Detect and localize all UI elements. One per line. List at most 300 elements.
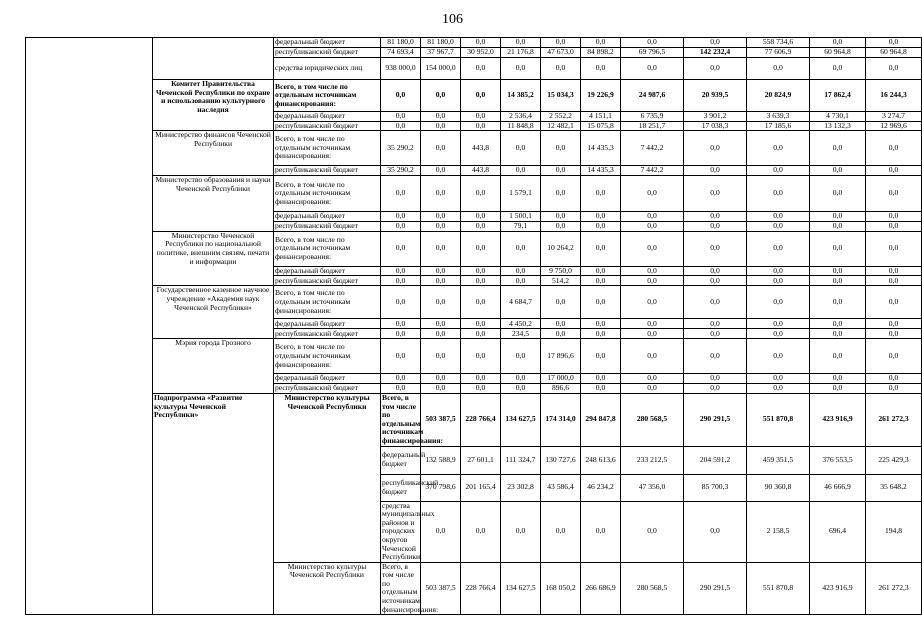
amount-cell: 0,0 bbox=[684, 221, 747, 231]
amount-cell: 503 387,5 bbox=[421, 562, 461, 615]
amount-cell: 0,0 bbox=[461, 231, 501, 266]
amount-cell: 0,0 bbox=[581, 374, 621, 384]
amount-cell: 0,0 bbox=[381, 339, 421, 374]
amount-cell: 77 606,9 bbox=[747, 48, 810, 58]
amount-cell: 0,0 bbox=[866, 319, 922, 329]
amount-cell: 69 796,5 bbox=[621, 48, 684, 58]
amount-cell: 0,0 bbox=[621, 329, 684, 339]
amount-cell: 0,0 bbox=[621, 374, 684, 384]
amount-cell: 134 627,5 bbox=[501, 393, 541, 446]
amount-cell: 19 226,9 bbox=[581, 80, 621, 112]
amount-cell: 0,0 bbox=[684, 383, 747, 393]
amount-cell: 0,0 bbox=[866, 286, 922, 319]
funding-source-cell: республиканский бюджет bbox=[274, 276, 381, 286]
table-row bbox=[26, 339, 922, 374]
amount-cell: 0,0 bbox=[421, 212, 461, 222]
amount-cell: 0,0 bbox=[810, 319, 866, 329]
amount-cell: 0,0 bbox=[501, 383, 541, 393]
amount-cell: 3 274,7 bbox=[866, 112, 922, 122]
amount-cell: 0,0 bbox=[541, 501, 581, 562]
amount-cell: 0,0 bbox=[684, 131, 747, 166]
amount-cell: 514,2 bbox=[541, 276, 581, 286]
funding-source-cell: Всего, в том числе по отдельным источникам финансирования: bbox=[274, 176, 381, 212]
amount-cell: 0,0 bbox=[381, 231, 421, 266]
amount-cell: 0,0 bbox=[866, 374, 922, 384]
amount-cell: 0,0 bbox=[684, 58, 747, 80]
amount-cell: 0,0 bbox=[381, 176, 421, 212]
amount-cell: 0,0 bbox=[421, 383, 461, 393]
amount-cell: 0,0 bbox=[684, 319, 747, 329]
amount-cell: 21 176,8 bbox=[501, 48, 541, 58]
amount-cell: 0,0 bbox=[810, 212, 866, 222]
amount-cell: 0,0 bbox=[421, 286, 461, 319]
amount-cell: 0,0 bbox=[461, 121, 501, 131]
amount-cell: 0,0 bbox=[810, 231, 866, 266]
amount-cell: 0,0 bbox=[866, 383, 922, 393]
amount-cell: 0,0 bbox=[866, 166, 922, 176]
amount-cell: 154 000,0 bbox=[421, 58, 461, 80]
amount-cell: 2 552,2 bbox=[541, 112, 581, 122]
amount-cell: 12 969,6 bbox=[866, 121, 922, 131]
amount-cell: 13 132,3 bbox=[810, 121, 866, 131]
amount-cell: 24 987,6 bbox=[621, 80, 684, 112]
amount-cell: 0,0 bbox=[501, 131, 541, 166]
amount-cell: 60 964,8 bbox=[866, 48, 922, 58]
amount-cell: 35 290,2 bbox=[381, 166, 421, 176]
amount-cell: 0,0 bbox=[747, 176, 810, 212]
amount-cell: 0,0 bbox=[421, 329, 461, 339]
amount-cell: 37 967,7 bbox=[421, 48, 461, 58]
funding-source-cell: Всего, в том числе по отдельным источникам финансирования: bbox=[274, 80, 381, 112]
amount-cell: 0,0 bbox=[541, 319, 581, 329]
amount-cell: 0,0 bbox=[621, 212, 684, 222]
amount-cell: 7 442,2 bbox=[621, 166, 684, 176]
page-number: 106 bbox=[442, 12, 463, 27]
amount-cell: 0,0 bbox=[541, 166, 581, 176]
amount-cell: 0,0 bbox=[621, 58, 684, 80]
amount-cell: 0,0 bbox=[621, 38, 684, 48]
amount-cell: 0,0 bbox=[421, 176, 461, 212]
executor-cell: Министерство культуры Чеченской Республики bbox=[274, 393, 381, 562]
executor-cell: Государственное казенное научное учреждение «Академия наук Чеченской Республики» bbox=[153, 286, 274, 339]
amount-cell: 0,0 bbox=[541, 221, 581, 231]
amount-cell: 20 824,9 bbox=[747, 80, 810, 112]
amount-cell: 0,0 bbox=[621, 176, 684, 212]
amount-cell: 194,8 bbox=[866, 501, 922, 562]
amount-cell: 3 639,3 bbox=[747, 112, 810, 122]
amount-cell: 43 586,4 bbox=[541, 474, 581, 501]
amount-cell: 261 272,3 bbox=[866, 393, 922, 446]
amount-cell: 11 848,8 bbox=[501, 121, 541, 131]
amount-cell: 896,6 bbox=[541, 383, 581, 393]
amount-cell: 0,0 bbox=[581, 286, 621, 319]
amount-cell: 79,1 bbox=[501, 221, 541, 231]
amount-cell: 0,0 bbox=[461, 80, 501, 112]
amount-cell: 0,0 bbox=[461, 58, 501, 80]
amount-cell: 0,0 bbox=[747, 131, 810, 166]
amount-cell: 0,0 bbox=[684, 176, 747, 212]
amount-cell: 0,0 bbox=[684, 212, 747, 222]
amount-cell: 0,0 bbox=[461, 319, 501, 329]
budget-table bbox=[25, 37, 922, 615]
table-row bbox=[26, 393, 922, 446]
amount-cell: 0,0 bbox=[810, 286, 866, 319]
amount-cell: 142 232,4 bbox=[684, 48, 747, 58]
amount-cell: 0,0 bbox=[541, 212, 581, 222]
amount-cell: 0,0 bbox=[501, 58, 541, 80]
amount-cell: 14 435,3 bbox=[581, 166, 621, 176]
amount-cell: 0,0 bbox=[461, 266, 501, 276]
amount-cell: 0,0 bbox=[421, 166, 461, 176]
amount-cell: 0,0 bbox=[581, 212, 621, 222]
amount-cell: 35 290,2 bbox=[381, 131, 421, 166]
amount-cell: 0,0 bbox=[381, 319, 421, 329]
amount-cell: 0,0 bbox=[501, 374, 541, 384]
amount-cell: 0,0 bbox=[381, 329, 421, 339]
funding-source-cell: Всего, в том числе по отдельным источникам финансирования: bbox=[382, 392, 444, 445]
amount-cell: 0,0 bbox=[381, 374, 421, 384]
amount-cell: 0,0 bbox=[621, 221, 684, 231]
amount-cell: 443,8 bbox=[461, 166, 501, 176]
amount-cell: 0,0 bbox=[810, 339, 866, 374]
table-row bbox=[26, 286, 922, 319]
amount-cell: 0,0 bbox=[581, 231, 621, 266]
amount-cell: 0,0 bbox=[421, 374, 461, 384]
amount-cell: 0,0 bbox=[581, 339, 621, 374]
subprogram-cell: Подпрограмма «Развитие культуры Чеченской Республики» bbox=[153, 393, 274, 614]
amount-cell: 0,0 bbox=[621, 286, 684, 319]
amount-cell: 0,0 bbox=[810, 38, 866, 48]
amount-cell: 0,0 bbox=[581, 221, 621, 231]
amount-cell: 0,0 bbox=[866, 266, 922, 276]
amount-cell: 0,0 bbox=[866, 231, 922, 266]
amount-cell: 0,0 bbox=[581, 319, 621, 329]
amount-cell: 168 050,2 bbox=[541, 562, 581, 615]
amount-cell: 503 387,5 bbox=[421, 393, 461, 446]
amount-cell: 0,0 bbox=[581, 176, 621, 212]
amount-cell: 0,0 bbox=[621, 383, 684, 393]
amount-cell: 0,0 bbox=[381, 212, 421, 222]
funding-source-cell: Всего, в том числе по отдельным источникам финансирования: bbox=[382, 561, 439, 614]
amount-cell: 0,0 bbox=[866, 221, 922, 231]
amount-cell: 15 075,8 bbox=[581, 121, 621, 131]
amount-cell: 0,0 bbox=[747, 319, 810, 329]
amount-cell: 290 291,5 bbox=[684, 562, 747, 615]
amount-cell: 132 588,9 bbox=[421, 446, 461, 474]
amount-cell: 18 251,7 bbox=[621, 121, 684, 131]
amount-cell: 0,0 bbox=[381, 221, 421, 231]
amount-cell: 0,0 bbox=[621, 231, 684, 266]
funding-source-cell: федеральный бюджет bbox=[274, 266, 381, 276]
amount-cell: 0,0 bbox=[810, 131, 866, 166]
amount-cell: 0,0 bbox=[810, 266, 866, 276]
amount-cell: 17 000,0 bbox=[541, 374, 581, 384]
amount-cell: 696,4 bbox=[810, 501, 866, 562]
funding-source-cell: Всего, в том числе по отдельным источникам финансирования: bbox=[274, 286, 381, 319]
funding-source-cell: республиканский бюджет bbox=[274, 48, 381, 58]
amount-cell: 376 553,5 bbox=[810, 446, 866, 474]
amount-cell: 0,0 bbox=[747, 212, 810, 222]
amount-cell: 551 870,8 bbox=[747, 562, 810, 615]
amount-cell: 0,0 bbox=[747, 231, 810, 266]
amount-cell: 228 766,4 bbox=[461, 562, 501, 615]
amount-cell: 0,0 bbox=[421, 112, 461, 122]
funding-source-cell: Всего, в том числе по отдельным источникам финансирования: bbox=[274, 131, 381, 166]
funding-source-cell: республиканский бюджет bbox=[274, 221, 381, 231]
amount-cell: 0,0 bbox=[684, 329, 747, 339]
amount-cell: 551 870,8 bbox=[747, 393, 810, 446]
table-row bbox=[26, 38, 922, 48]
amount-cell: 0,0 bbox=[581, 501, 621, 562]
amount-cell: 60 964,8 bbox=[810, 48, 866, 58]
executor-cell: Министерство образования и науки Чеченской Республики bbox=[153, 176, 274, 232]
amount-cell: 0,0 bbox=[421, 121, 461, 131]
amount-cell: 111 324,7 bbox=[501, 446, 541, 474]
amount-cell: 0,0 bbox=[461, 212, 501, 222]
amount-cell: 0,0 bbox=[810, 329, 866, 339]
amount-cell: 0,0 bbox=[810, 176, 866, 212]
amount-cell: 17 038,3 bbox=[684, 121, 747, 131]
amount-cell: 12 482,1 bbox=[541, 121, 581, 131]
amount-cell: 35 648,2 bbox=[866, 474, 922, 501]
executor-cell: Комитет Правительства Чеченской Республики по охране и использованию культурного наследия bbox=[153, 80, 274, 131]
amount-cell: 0,0 bbox=[866, 339, 922, 374]
funding-source-cell: федеральный бюджет bbox=[274, 319, 381, 329]
amount-cell: 0,0 bbox=[866, 131, 922, 166]
amount-cell: 0,0 bbox=[501, 501, 541, 562]
amount-cell: 0,0 bbox=[621, 319, 684, 329]
amount-cell: 47 673,0 bbox=[541, 48, 581, 58]
amount-cell: 46 666,9 bbox=[810, 474, 866, 501]
amount-cell: 0,0 bbox=[747, 58, 810, 80]
amount-cell: 0,0 bbox=[541, 176, 581, 212]
amount-cell: 30 952,0 bbox=[461, 48, 501, 58]
amount-cell: 46 234,2 bbox=[581, 474, 621, 501]
amount-cell: 0,0 bbox=[461, 329, 501, 339]
amount-cell: 201 165,4 bbox=[461, 474, 501, 501]
table-row bbox=[26, 231, 922, 266]
amount-cell: 423 916,9 bbox=[810, 562, 866, 615]
amount-cell: 90 360,8 bbox=[747, 474, 810, 501]
amount-cell: 370 798,6 bbox=[421, 474, 461, 501]
amount-cell: 0,0 bbox=[810, 221, 866, 231]
amount-cell: 0,0 bbox=[747, 329, 810, 339]
executor-cell: Министерство культуры Чеченской Республики bbox=[274, 562, 381, 615]
amount-cell: 23 302,8 bbox=[501, 474, 541, 501]
amount-cell: 0,0 bbox=[461, 383, 501, 393]
amount-cell: 1 579,1 bbox=[501, 176, 541, 212]
funding-source-cell: республиканский бюджет bbox=[274, 329, 381, 339]
amount-cell: 0,0 bbox=[541, 286, 581, 319]
funding-source-cell: Всего, в том числе по отдельным источникам финансирования: bbox=[274, 231, 381, 266]
table-row bbox=[26, 131, 922, 166]
amount-cell: 0,0 bbox=[421, 276, 461, 286]
amount-cell: 4 684,7 bbox=[501, 286, 541, 319]
amount-cell: 47 356,0 bbox=[621, 474, 684, 501]
amount-cell: 0,0 bbox=[421, 339, 461, 374]
amount-cell: 0,0 bbox=[747, 286, 810, 319]
amount-cell: 0,0 bbox=[501, 339, 541, 374]
amount-cell: 0,0 bbox=[541, 329, 581, 339]
amount-cell: 0,0 bbox=[866, 329, 922, 339]
funding-source-cell: федеральный бюджет bbox=[274, 374, 381, 384]
amount-cell: 228 766,4 bbox=[461, 393, 501, 446]
amount-cell: 0,0 bbox=[581, 276, 621, 286]
amount-cell: 459 351,5 bbox=[747, 446, 810, 474]
funding-source-cell: федеральный бюджет bbox=[274, 212, 381, 222]
amount-cell: 16 244,3 bbox=[866, 80, 922, 112]
funding-source-cell: федеральный бюджет bbox=[381, 446, 421, 474]
amount-cell: 0,0 bbox=[581, 383, 621, 393]
amount-cell: 0,0 bbox=[381, 121, 421, 131]
funding-source-cell: республиканский бюджет bbox=[381, 474, 421, 501]
amount-cell: 0,0 bbox=[421, 266, 461, 276]
amount-cell: 0,0 bbox=[461, 501, 501, 562]
amount-cell: 27 601,1 bbox=[461, 446, 501, 474]
amount-cell: 0,0 bbox=[461, 38, 501, 48]
amount-cell: 0,0 bbox=[684, 339, 747, 374]
executor-cell: Министерство финансов Чеченской Республики bbox=[153, 131, 274, 176]
amount-cell: 0,0 bbox=[747, 339, 810, 374]
amount-cell: 233 212,5 bbox=[621, 446, 684, 474]
amount-cell: 0,0 bbox=[810, 276, 866, 286]
amount-cell: 0,0 bbox=[747, 276, 810, 286]
amount-cell: 4 151,1 bbox=[581, 112, 621, 122]
executor-cell: Министерство Чеченской Республики по национальной политике, внешним связям, печати и информации bbox=[153, 231, 274, 286]
amount-cell: 0,0 bbox=[810, 166, 866, 176]
amount-cell: 0,0 bbox=[421, 80, 461, 112]
amount-cell: 0,0 bbox=[684, 38, 747, 48]
amount-cell: 280 568,5 bbox=[621, 393, 684, 446]
funding-source-cell: федеральный бюджет bbox=[274, 38, 381, 48]
amount-cell: 0,0 bbox=[421, 501, 461, 562]
amount-cell: 0,0 bbox=[866, 58, 922, 80]
amount-cell: 938 000,0 bbox=[381, 58, 421, 80]
amount-cell: 261 272,3 bbox=[866, 562, 922, 615]
amount-cell: 0,0 bbox=[461, 176, 501, 212]
amount-cell: 0,0 bbox=[581, 38, 621, 48]
amount-cell: 0,0 bbox=[381, 286, 421, 319]
amount-cell: 0,0 bbox=[684, 374, 747, 384]
funding-source-cell: республиканский бюджет bbox=[274, 121, 381, 131]
amount-cell: 0,0 bbox=[461, 339, 501, 374]
amount-cell: 0,0 bbox=[810, 374, 866, 384]
amount-cell: 280 568,5 bbox=[621, 562, 684, 615]
amount-cell: 6 735,9 bbox=[621, 112, 684, 122]
amount-cell: 0,0 bbox=[621, 339, 684, 374]
funding-source-cell: федеральный бюджет bbox=[274, 112, 381, 122]
amount-cell: 0,0 bbox=[621, 501, 684, 562]
amount-cell: 423 916,9 bbox=[810, 393, 866, 446]
table-row bbox=[26, 80, 922, 112]
amount-cell: 248 613,6 bbox=[581, 446, 621, 474]
amount-cell: 0,0 bbox=[381, 80, 421, 112]
amount-cell: 174 314,0 bbox=[541, 393, 581, 446]
amount-cell: 0,0 bbox=[747, 166, 810, 176]
amount-cell: 0,0 bbox=[501, 276, 541, 286]
amount-cell: 0,0 bbox=[421, 231, 461, 266]
funding-source-cell: Всего, в том числе по отдельным источникам финансирования: bbox=[274, 339, 381, 374]
amount-cell: 294 847,8 bbox=[581, 393, 621, 446]
amount-cell: 84 898,2 bbox=[581, 48, 621, 58]
subprogram-cell bbox=[26, 38, 153, 615]
amount-cell: 0,0 bbox=[501, 38, 541, 48]
executor-cell bbox=[153, 38, 274, 80]
funding-source-cell: республиканский бюджет bbox=[274, 383, 381, 393]
amount-cell: 0,0 bbox=[747, 383, 810, 393]
amount-cell: 15 034,3 bbox=[541, 80, 581, 112]
amount-cell: 443,8 bbox=[461, 131, 501, 166]
funding-source-cell: республиканский бюджет bbox=[274, 166, 381, 176]
amount-cell: 130 727,6 bbox=[541, 446, 581, 474]
amount-cell: 1 500,1 bbox=[501, 212, 541, 222]
amount-cell: 0,0 bbox=[501, 166, 541, 176]
amount-cell: 0,0 bbox=[421, 131, 461, 166]
amount-cell: 0,0 bbox=[810, 383, 866, 393]
amount-cell: 0,0 bbox=[866, 38, 922, 48]
amount-cell: 7 442,2 bbox=[621, 131, 684, 166]
amount-cell: 0,0 bbox=[381, 383, 421, 393]
amount-cell: 2 536,4 bbox=[501, 112, 541, 122]
amount-cell: 0,0 bbox=[461, 286, 501, 319]
amount-cell: 0,0 bbox=[747, 221, 810, 231]
amount-cell: 10 264,2 bbox=[541, 231, 581, 266]
amount-cell: 558 734,6 bbox=[747, 38, 810, 48]
amount-cell: 0,0 bbox=[541, 38, 581, 48]
amount-cell: 4 730,1 bbox=[810, 112, 866, 122]
amount-cell: 0,0 bbox=[381, 276, 421, 286]
amount-cell: 204 591,2 bbox=[684, 446, 747, 474]
amount-cell: 0,0 bbox=[866, 276, 922, 286]
amount-cell: 0,0 bbox=[684, 166, 747, 176]
amount-cell: 0,0 bbox=[684, 276, 747, 286]
amount-cell: 0,0 bbox=[581, 58, 621, 80]
amount-cell: 0,0 bbox=[747, 374, 810, 384]
amount-cell: 17 185,6 bbox=[747, 121, 810, 131]
amount-cell: 17 862,4 bbox=[810, 80, 866, 112]
amount-cell: 0,0 bbox=[684, 266, 747, 276]
amount-cell: 0,0 bbox=[541, 131, 581, 166]
amount-cell: 0,0 bbox=[461, 112, 501, 122]
amount-cell: 17 896,6 bbox=[541, 339, 581, 374]
amount-cell: 0,0 bbox=[621, 276, 684, 286]
amount-cell: 234,5 bbox=[501, 329, 541, 339]
amount-cell: 0,0 bbox=[684, 286, 747, 319]
amount-cell: 0,0 bbox=[747, 266, 810, 276]
amount-cell: 0,0 bbox=[461, 374, 501, 384]
amount-cell: 0,0 bbox=[684, 231, 747, 266]
amount-cell: 0,0 bbox=[421, 319, 461, 329]
amount-cell: 0,0 bbox=[381, 266, 421, 276]
amount-cell: 9 750,0 bbox=[541, 266, 581, 276]
funding-source-cell: средства муниципальных районов и городских округов Чеченской Республики bbox=[382, 500, 435, 562]
funding-source-cell: средства юридических лиц bbox=[274, 58, 381, 80]
amount-cell: 81 180,0 bbox=[421, 38, 461, 48]
amount-cell: 0,0 bbox=[381, 112, 421, 122]
amount-cell: 14 435,3 bbox=[581, 131, 621, 166]
amount-cell: 134 627,5 bbox=[501, 562, 541, 615]
amount-cell: 266 686,9 bbox=[581, 562, 621, 615]
amount-cell: 0,0 bbox=[810, 58, 866, 80]
amount-cell: 0,0 bbox=[461, 221, 501, 231]
amount-cell: 20 939,5 bbox=[684, 80, 747, 112]
amount-cell: 0,0 bbox=[581, 329, 621, 339]
amount-cell: 74 693,4 bbox=[381, 48, 421, 58]
amount-cell: 2 158,5 bbox=[747, 501, 810, 562]
amount-cell: 14 385,2 bbox=[501, 80, 541, 112]
amount-cell: 0,0 bbox=[541, 58, 581, 80]
amount-cell: 0,0 bbox=[684, 501, 747, 562]
